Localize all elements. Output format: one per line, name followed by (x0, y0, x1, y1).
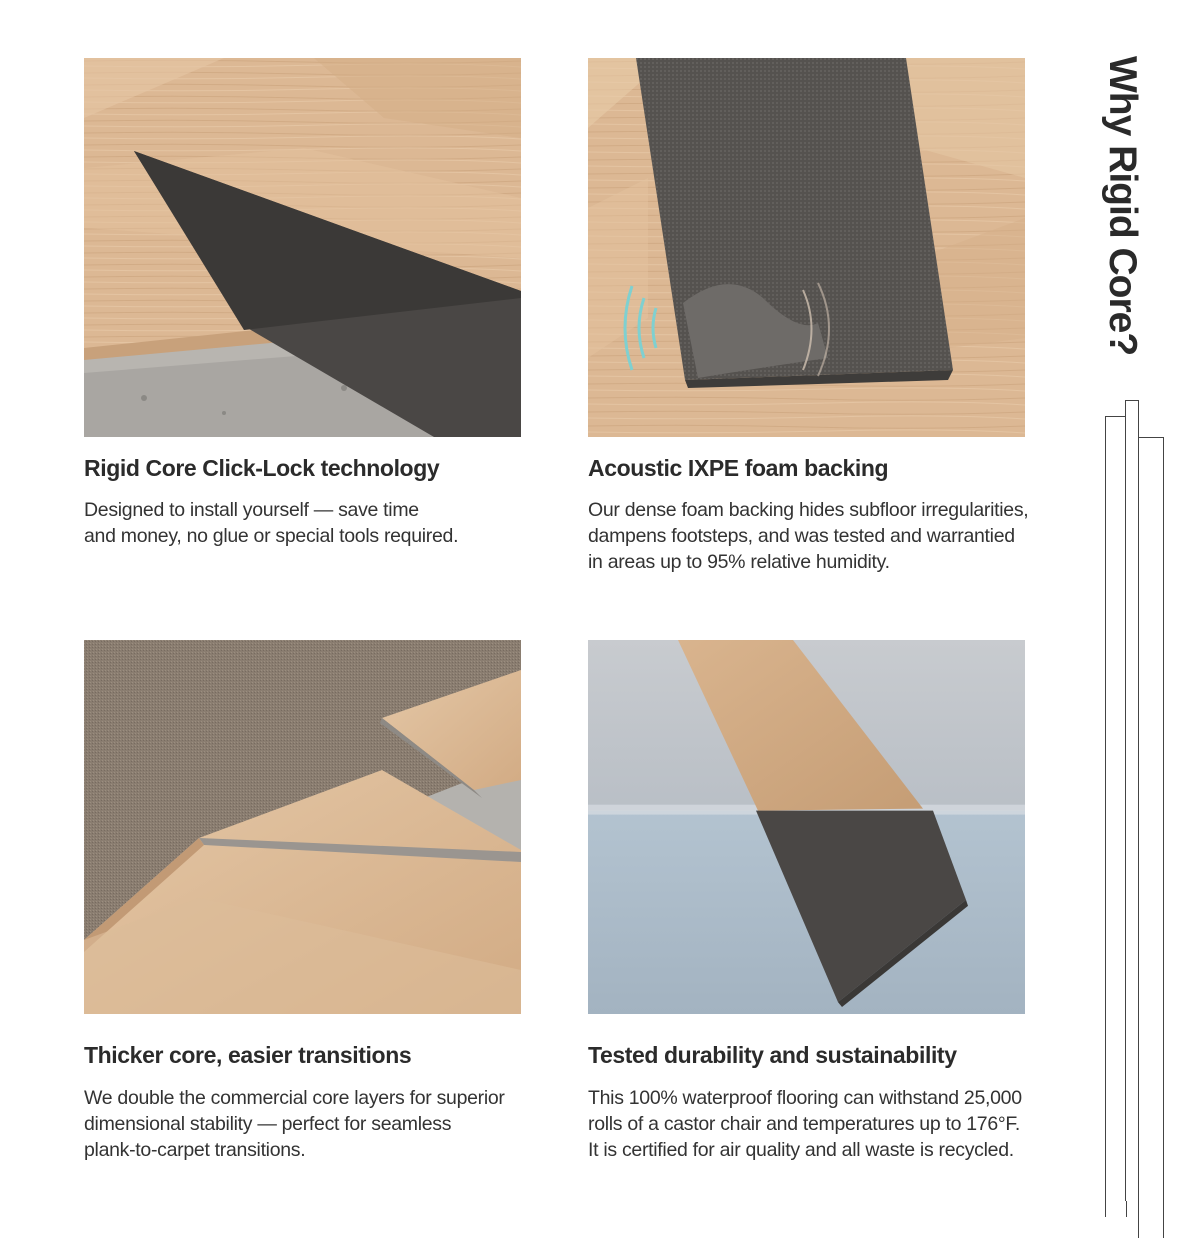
description-line: rolls of a castor chair and temperatures up to 176°F. (588, 1112, 1020, 1135)
description-line: and money, no glue or special tools required. (84, 524, 459, 547)
feature-title: Tested durability and sustainability (588, 1042, 957, 1068)
feature-durability (588, 640, 1048, 1163)
thicker-core-image (84, 640, 521, 1014)
description-line: plank-to-carpet transitions. (84, 1138, 306, 1161)
feature-description (84, 1085, 564, 1163)
feature-title: Rigid Core Click-Lock technology (84, 455, 440, 481)
description-line: It is certified for air quality and all waste is recycled. (588, 1138, 1014, 1161)
durability-image (588, 640, 1025, 1014)
feature-acoustic-backing (588, 58, 1048, 575)
feature-thicker-core (84, 640, 544, 1163)
decorative-plank (1105, 416, 1127, 1217)
feature-description (588, 1085, 1068, 1163)
description-line: dampens footsteps, and was tested and warrantied (588, 524, 1015, 547)
description-line: Designed to install yourself — save time (84, 498, 419, 521)
decorative-plank (1138, 437, 1164, 1238)
description-line: dimensional stability — perfect for seamless (84, 1112, 452, 1135)
decorative-plank (1125, 400, 1139, 1201)
description-line: We double the commercial core layers for superior (84, 1086, 505, 1109)
acoustic-backing-image (588, 58, 1025, 437)
feature-description (588, 497, 1068, 575)
description-line: Our dense foam backing hides subfloor irregularities, (588, 498, 1029, 521)
feature-click-lock (84, 58, 544, 549)
feature-title: Acoustic IXPE foam backing (588, 455, 889, 481)
side-title: Why Rigid Core? (1101, 56, 1144, 356)
feature-description (84, 497, 564, 549)
description-line: in areas up to 95% relative humidity. (588, 550, 890, 573)
feature-title: Thicker core, easier transitions (84, 1042, 412, 1068)
click-lock-image (84, 58, 521, 437)
description-line: This 100% waterproof flooring can withstand 25,000 (588, 1086, 1022, 1109)
